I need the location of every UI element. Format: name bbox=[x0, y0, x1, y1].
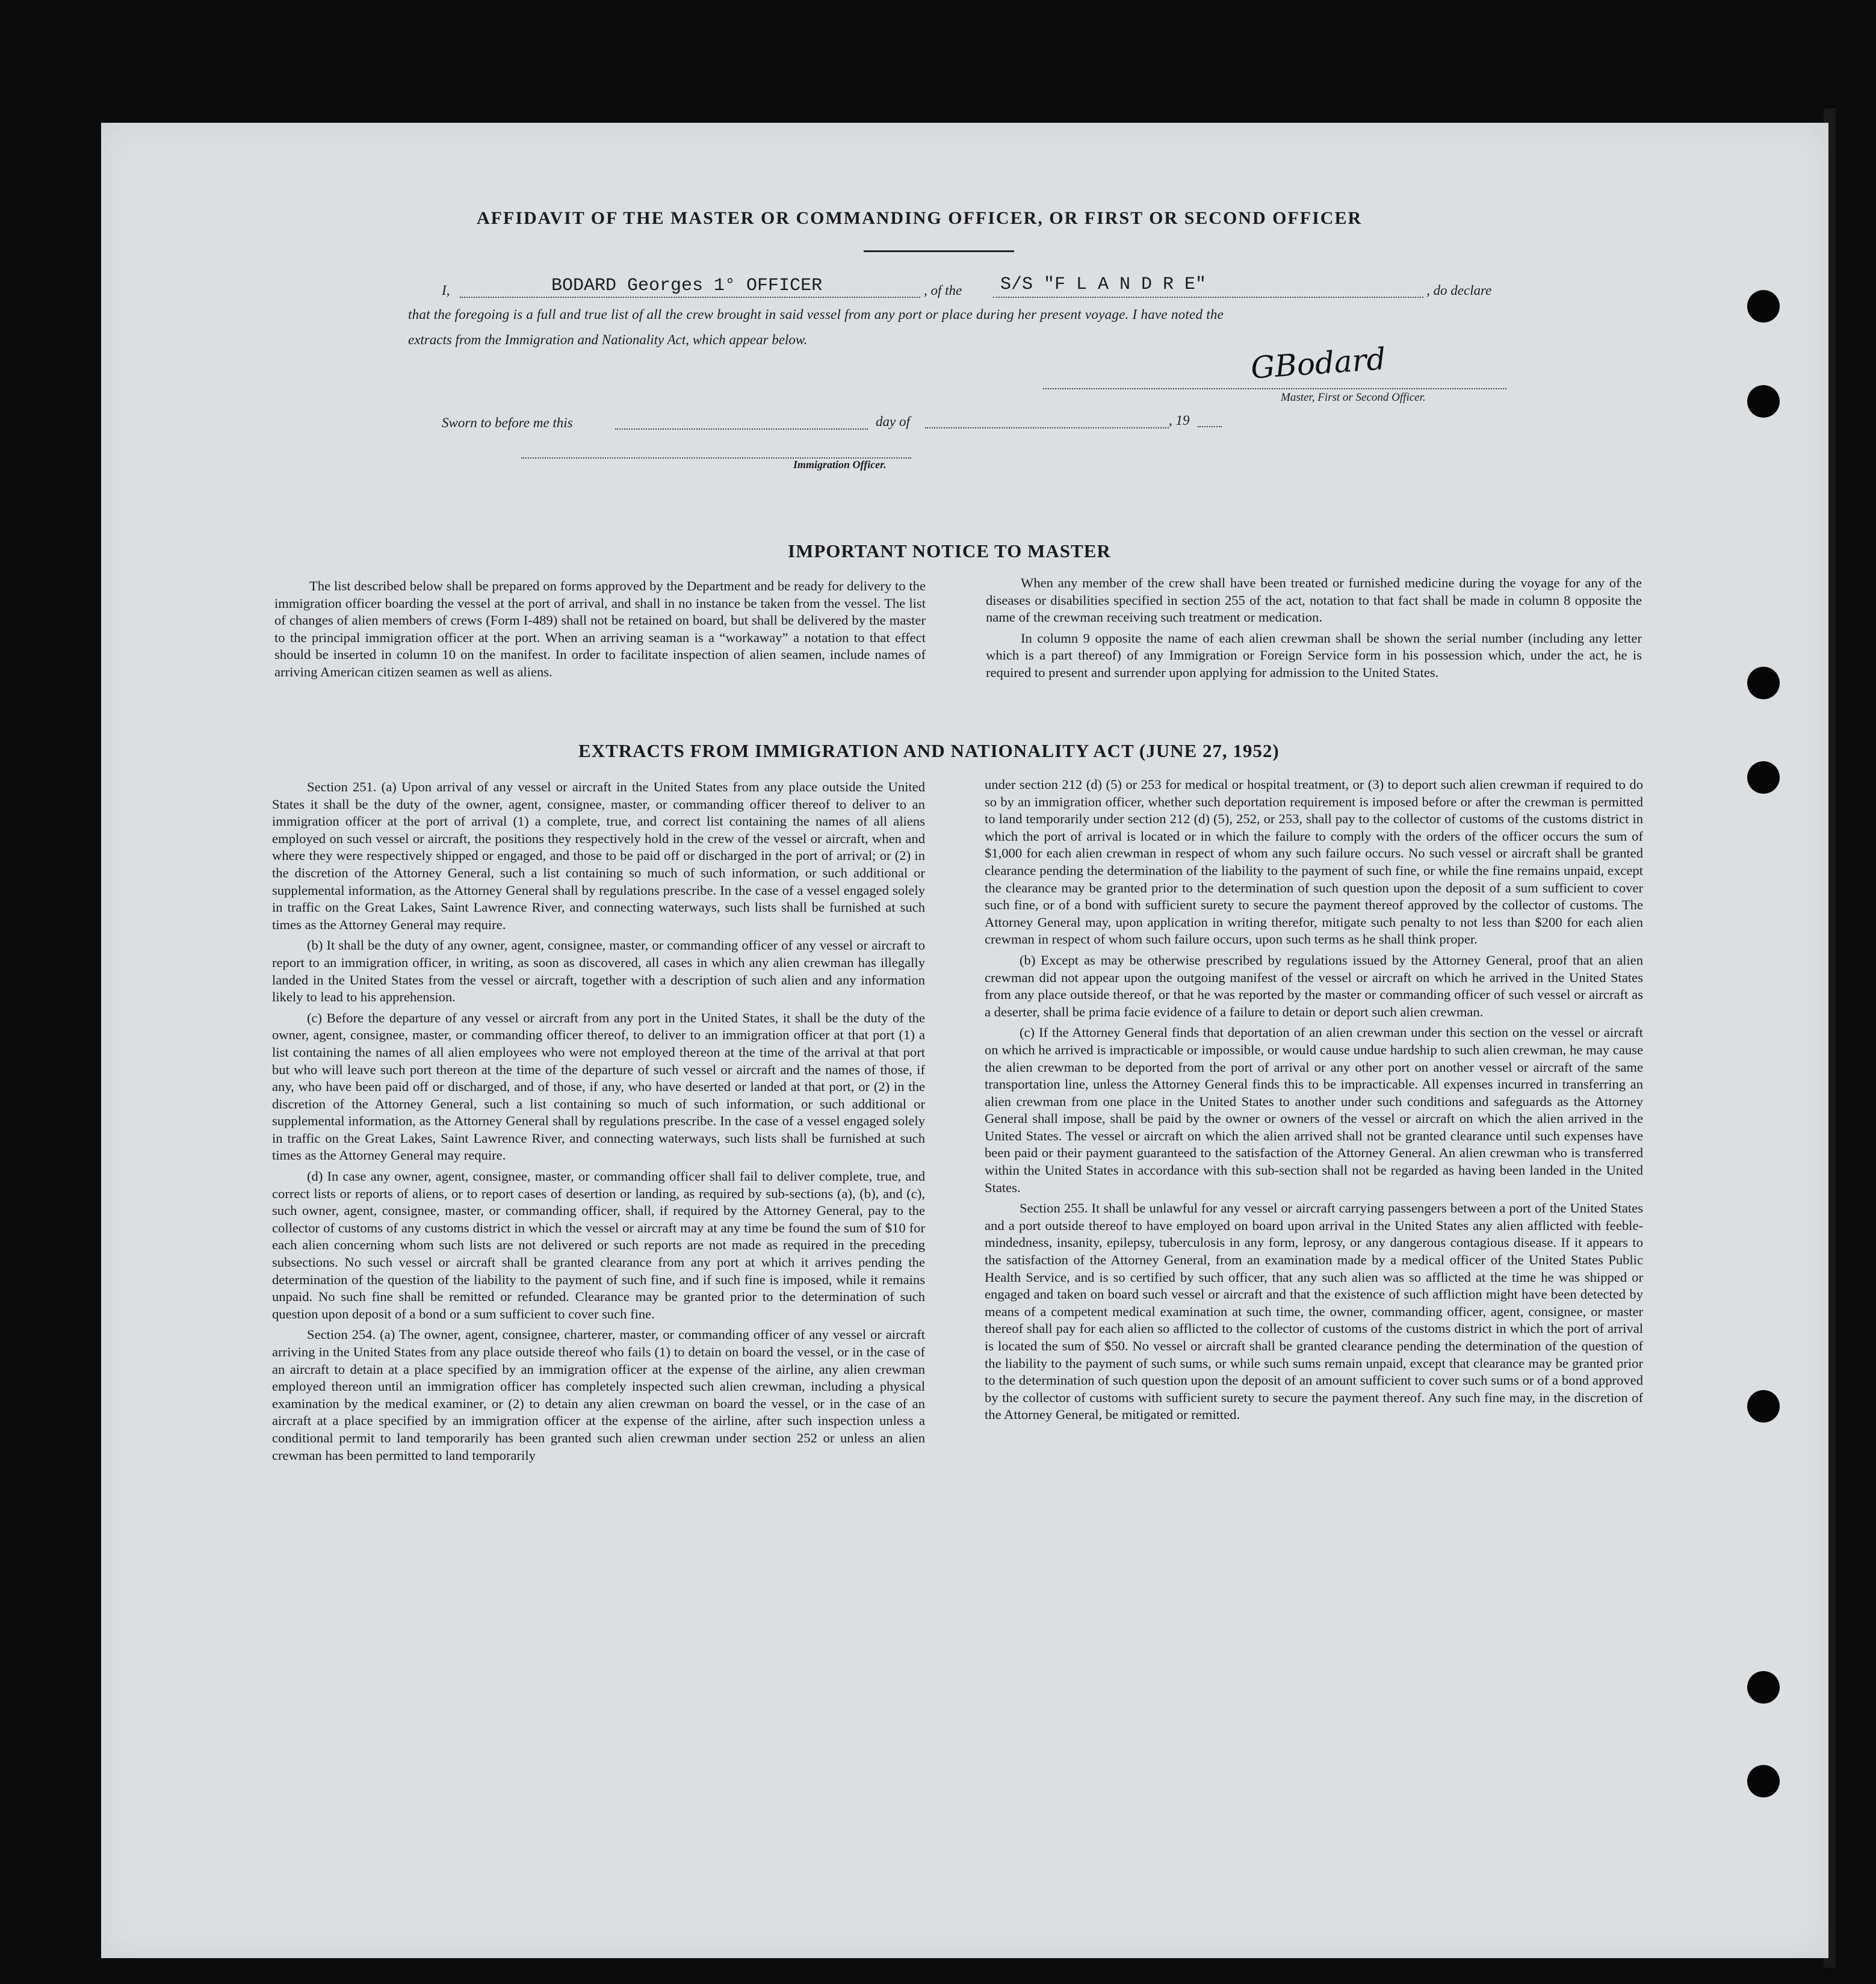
do-declare-label: , do declare bbox=[1426, 283, 1492, 298]
extract-paragraph: (b) It shall be the duty of any owner, agent, consignee, master, or commanding officer of any vessel or aircraft to report to an immigration officer, in writing, as soon as discovered, all cases in which any alien crewman has illegally landed in the United States from the vessel or aircraft, together with a description of such alien and any information likely to lead to his apprehension. bbox=[272, 938, 925, 1005]
affidavit-prefix: I, bbox=[442, 283, 450, 298]
notice-right-column bbox=[986, 575, 1642, 685]
signature-line bbox=[1043, 388, 1506, 389]
notice-heading: IMPORTANT NOTICE TO MASTER bbox=[788, 540, 1111, 561]
notice-left-paragraph: The list described below shall be prepared on forms approved by the Department and be ready for delivery to the immigration officer boarding the vessel at the port of arrival, and shall in no instance be taken from the vessel. The list of changes of alien members of crews (Form I-489) shall not be retained on board, but shall be delivered by the master to the principal immigration officer at the port. When an arriving seaman is a “workaway” a notation to that effect should be inserted in column 10 on the manifest. In order to facilitate inspection of alien seamen, include names of arriving American citizen seamen as well as aliens. bbox=[274, 578, 926, 679]
punch-hole bbox=[1747, 1390, 1780, 1423]
punch-hole bbox=[1747, 761, 1780, 794]
month-line bbox=[925, 427, 1169, 428]
punch-hole bbox=[1747, 667, 1780, 699]
day-of-label: day of bbox=[876, 414, 910, 429]
extract-paragraph: under section 212 (d) (5) or 253 for medical or hospital treatment, or (3) to deport such alien crewman if required to do so by an immigration officer, whether such deportation requirement is imposed before or after the crewman is permitted to land temporarily under section 212 (d) (5), 252, or 253, shall pay to the collector of customs of the customs district in which the port of arrival is located or in which the failure to comply with the orders of the officer occurs the sum of $1,000 for each alien crewman in respect of whom any such failure occurs. No such vessel or aircraft shall be granted clearance pending the determination of the liability to the payment of such fine, or while the fine remains unpaid, except the clearance may be granted prior to the determination of such question upon the deposit of a sum sufficient to cover such fine, or of a bond with sufficient surety to secure the payment thereof approved by the collector of customs. The Attorney General may, upon application in writing therefor, mitigate such penalty to not less than $200 for each alien crewman in respect of whom such failure occurs, upon such terms as he shall think proper. bbox=[985, 777, 1643, 947]
extracts-right-column bbox=[985, 776, 1643, 1427]
vessel-name: S/S "F L A N D R E" bbox=[1000, 274, 1207, 295]
officer-name: BODARD Georges 1° OFFICER bbox=[551, 276, 823, 296]
extract-paragraph: Section 255. It shall be unlawful for any vessel or aircraft carrying passengers between a port of the United States and a port outside thereof to have employed on board upon arrival in the United States any alien afflicted with feeble-mindedness, insanity, epilepsy, tuberculosis in any form, leprosy, or any dangerous contagious disease. If it appears to the satisfaction of the Attorney General, from an examination made by a medical officer of the United States Public Health Service, and is so certified by such officer, that any such alien was so afflicted at the time he was shipped or engaged and taken on board such vessel or aircraft and that the existence of such affliction might have been detected by means of a competent medical examination at such time, the owner, commanding officer, agent, consignee, or master thereof shall pay for each alien so afflicted to the collector of customs of the customs district in which the port of arrival is located the sum of $50. No vessel or aircraft shall be granted clearance pending the determination of the question of the liability to the payment of such sums, or while such sums remain unpaid, except that clearance may be granted prior to the determination of such question upon the deposit of an amount sufficient to cover such sums or of a bond approved by the collector of customs with sufficient surety to secure the payment thereof. Any such fine may, in the discretion of the Attorney General, be mitigated or remitted. bbox=[985, 1201, 1643, 1423]
sworn-date-line bbox=[615, 428, 868, 430]
vessel-line bbox=[993, 297, 1423, 298]
officer-name-line bbox=[460, 297, 920, 298]
extract-paragraph: Section 254. (a) The owner, agent, consignee, charterer, master, or commanding officer of any vessel or aircraft arriving in the United States from any place outside thereof who fails (1) to detain on board the vessel, or in the case of an aircraft to detain at a place specified by an immigration officer at the expense of the airline, any alien crewman employed thereon until an immigration officer has completely inspected such alien crewman, including a physical examination by the medical examiner, or (2) to detain any alien crewman on board the vessel, or in the case of an aircraft at a place specified by an immigration officer at the expense of the airline, after such inspection unless a conditional permit to land temporarily has been granted such alien crewman under section 252 or unless an alien crewman has been permitted to land temporarily bbox=[272, 1327, 925, 1463]
year-label: , 19 bbox=[1169, 413, 1190, 428]
extract-paragraph: (d) In case any owner, agent, consignee, master, or commanding officer shall fail to deliver complete, true, and correct lists or reports of aliens, or to report cases of desertion or landing, as required by sub-sections (a), (b), and (c), such owner, agent, consignee, master, or commanding officer, shall, if required by the Attorney General, pay to the collector of customs of any customs district in which the vessel or aircraft may at any time be found the sum of $10 for each alien concerning whom such lists are not delivered or such reports are not made as required in the preceding subsections. No such vessel or aircraft shall be granted clearance from any port at which it arrives pending the determination of the question of the liability to the payment of such fine, and if such fine is imposed, while it remains unpaid. No such fine shall be remitted or refunded. Clearance may be granted prior to the determination of such question upon deposit of a bond or a sum sufficient to cover such fine. bbox=[272, 1169, 925, 1321]
of-the-label: , of the bbox=[924, 283, 962, 298]
declaration-line-3: extracts from the Immigration and Nationality Act, which appear below. bbox=[408, 332, 808, 347]
extract-paragraph: (c) If the Attorney General finds that deportation of an alien crewman under this section on the vessel or aircraft on which he arrived is impracticable or impossible, or would cause undue hardship to such alien crewman, he may cause the alien crewman to be deported from the port of arrival or any other port on another vessel or aircraft of the same transportation line, unless the Attorney General finds this to be impracticable. All expenses incurred in transferring an alien crewman from one place in the United States to another under such conditions and safeguards as the Attorney General shall impose, shall be paid by the owner or owners of the vessel or aircraft on which the alien arrived in the United States. The vessel or aircraft on which the alien arrived shall not be granted clearance until such expenses have been paid or their payment guaranteed to the satisfaction of the Attorney General. An alien crewman who is transferred within the United States in accordance with this sub-section shall not be regarded as having been landed in the United States. bbox=[985, 1025, 1643, 1195]
notice-right-paragraph-1: When any member of the crew shall have been treated or furnished medicine during the voyage for any of the diseases or disabilities specified in section 255 of the act, notation to that fact shall be made in column 8 opposite the name of the crewman receiving such treatment or medication. bbox=[986, 575, 1642, 625]
punch-hole bbox=[1747, 385, 1780, 418]
notice-left-column bbox=[274, 578, 926, 685]
extract-paragraph: Section 251. (a) Upon arrival of any vessel or aircraft in the United States from any place outside the United States it shall be the duty of the owner, agent, consignee, master, or commanding officer thereof to deliver to an immigration officer at the port of arrival (1) a complete, true, and correct list containing the names of all aliens employed on such vessel or aircraft, the positions they respectively hold in the crew of the vessel or aircraft, when and where they were respectively shipped or engaged, and those to be paid off or discharged in the port of arrival; or (2) in the discretion of the Attorney General, such a list containing so much of such information, or such additional or supplemental information, as the Attorney General shall by regulations prescribe. In the case of a vessel engaged solely in traffic on the Great Lakes, Saint Lawrence River, and connecting waterways, such lists shall be furnished at such times as the Attorney General may require. bbox=[272, 779, 925, 932]
punch-hole bbox=[1747, 290, 1780, 323]
officer-signature: GBodard bbox=[1249, 341, 1387, 386]
punch-hole bbox=[1747, 1765, 1780, 1797]
extracts-left-column bbox=[272, 779, 925, 1468]
extracts-heading: EXTRACTS FROM IMMIGRATION AND NATIONALITY ACT (JUNE 27, 1952) bbox=[578, 740, 1280, 761]
extract-paragraph: (c) Before the departure of any vessel or aircraft from any port in the United States, it shall be the duty of the owner, agent, consignee, master, or commanding officer thereof, to deliver to an immigration officer at that port (1) a list containing the names of all alien employees who were not employed thereon at the time of the arrival at that port but who will leave such port thereon at the time of the departure of such vessel or aircraft and the names of those, if any, who have been paid off or discharged, and of those, if any, who have deserted or landed at that port, or (2) in the discretion of the Attorney General, such a list containing so much of such information, or such additional or supplemental information, as the Attorney General shall by regulations prescribe. In the case of a vessel engaged solely in traffic on the Great Lakes, Saint Lawrence River, and connecting waterways, such lists shall be furnished at such times as the Attorney General may require. bbox=[272, 1010, 925, 1163]
notice-right-paragraph-2: In column 9 opposite the name of each alien crewman shall be shown the serial number (including any letter which is a part thereof) of any Immigration or Foreign Service form in his possession which, under the act, he is required to present and surrender upon applying for admission to the United States. bbox=[986, 630, 1642, 680]
declaration-line-2: that the foregoing is a full and true list of all the crew brought in said vessel from any port or place during her present voyage. I have noted the bbox=[408, 307, 1224, 322]
punch-hole bbox=[1747, 1671, 1780, 1704]
year-line bbox=[1198, 426, 1222, 427]
affidavit-title: AFFIDAVIT OF THE MASTER OR COMMANDING OFFICER, OR FIRST OR SECOND OFFICER bbox=[477, 208, 1363, 228]
title-underline bbox=[864, 250, 1014, 252]
sworn-label: Sworn to before me this bbox=[442, 415, 573, 430]
signature-caption: Master, First or Second Officer. bbox=[1281, 391, 1426, 404]
extract-paragraph: (b) Except as may be otherwise prescribed by regulations issued by the Attorney General, proof that an alien crewman did not appear upon the outgoing manifest of the vessel or aircraft on which he arrived in the United States from any place outside thereof, or that he was reported by the master or commanding officer of such vessel or aircraft as a deserter, shall be prima facie evidence of a failure to detain or deport such alien crewman. bbox=[985, 952, 1643, 1019]
immigration-officer-label: Immigration Officer. bbox=[793, 459, 887, 471]
